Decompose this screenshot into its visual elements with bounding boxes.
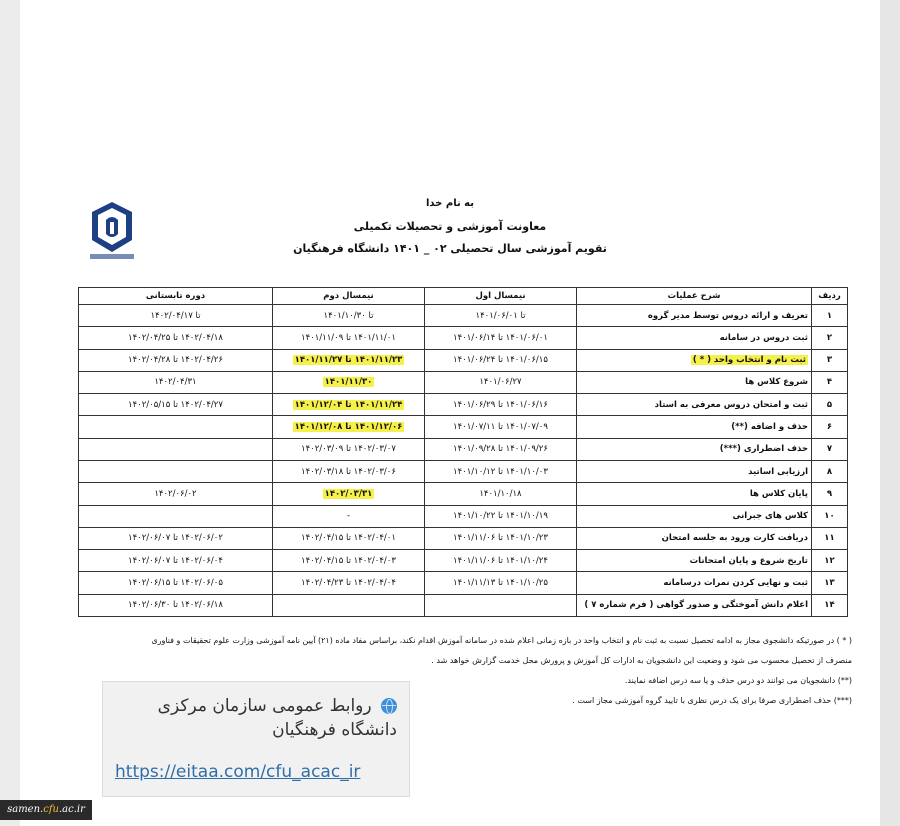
table-row [79, 394, 848, 416]
table-row [79, 371, 848, 393]
row-summer: ۱۴۰۲/۰۴/۲۷ تا ۱۴۰۲/۰۵/۱۵ [79, 394, 273, 416]
row-sem1: ۱۴۰۱/۱۰/۱۹ تا ۱۴۰۱/۱۰/۲۲ [425, 505, 577, 527]
table-row [79, 416, 848, 438]
row-summer: ۱۴۰۲/۰۴/۱۸ تا ۱۴۰۲/۰۴/۲۵ [79, 327, 273, 349]
table-row [79, 527, 848, 549]
row-summer: ۱۴۰۲/۰۶/۰۵ تا ۱۴۰۲/۰۶/۱۵ [79, 572, 273, 594]
row-desc: حذف و اضافه (**) [577, 416, 812, 438]
col-header-no: ردیف [812, 288, 848, 305]
row-sem2 [273, 594, 425, 616]
row-desc: پایان کلاس ها [577, 483, 812, 505]
row-no: ۲ [812, 327, 848, 349]
row-sem2 [273, 394, 425, 416]
row-sem2: ۱۴۰۲/۰۴/۰۳ تا ۱۴۰۲/۰۴/۱۵ [273, 550, 425, 572]
row-sem1: ۱۴۰۱/۰۶/۱۶ تا ۱۴۰۱/۰۶/۲۹ [425, 394, 577, 416]
highlighted-text: ۱۴۰۱/۱۲/۰۶ تا ۱۴۰۱/۱۲/۰۸ [294, 422, 403, 433]
row-sem1: ۱۴۰۱/۱۰/۲۵ تا ۱۴۰۱/۱۱/۱۳ [425, 572, 577, 594]
row-summer: ۱۴۰۲/۰۶/۰۴ تا ۱۴۰۲/۰۶/۰۷ [79, 550, 273, 572]
highlighted-text: ۱۴۰۱/۱۱/۲۴ تا ۱۴۰۱/۱۲/۰۴ [294, 399, 403, 410]
row-sem2 [273, 483, 425, 505]
row-sem2: - [273, 505, 425, 527]
row-no: ۱۴ [812, 594, 848, 616]
row-no: ۴ [812, 371, 848, 393]
row-no: ۳ [812, 349, 848, 371]
globe-icon [381, 698, 397, 714]
row-summer: ۱۴۰۲/۰۴/۲۶ تا ۱۴۰۲/۰۴/۲۸ [79, 349, 273, 371]
row-sem2 [273, 371, 425, 393]
row-summer [79, 416, 273, 438]
col-header-sem2: نیمسال دوم [273, 288, 425, 305]
watermark-suffix: .ac.ir [58, 804, 85, 815]
watermark [0, 800, 92, 820]
row-no: ۹ [812, 483, 848, 505]
channel-info-box [102, 681, 410, 797]
watermark-mid: cfu [43, 804, 59, 815]
row-sem2: ۱۴۰۲/۰۳/۰۷ تا ۱۴۰۲/۰۳/۰۹ [273, 438, 425, 460]
table-row [79, 460, 848, 482]
row-summer: ۱۴۰۲/۰۶/۰۲ تا ۱۴۰۲/۰۶/۰۷ [79, 527, 273, 549]
row-summer [79, 460, 273, 482]
row-sem1: تا ۱۴۰۱/۰۶/۰۱ [425, 305, 577, 327]
row-sem1: ۱۴۰۱/۰۹/۲۶ تا ۱۴۰۱/۰۹/۲۸ [425, 438, 577, 460]
row-desc: ارزیابی اساتید [577, 460, 812, 482]
row-sem2: ۱۴۰۲/۰۴/۰۴ تا ۱۴۰۲/۰۴/۲۳ [273, 572, 425, 594]
row-summer [79, 505, 273, 527]
row-sem1: ۱۴۰۱/۰۶/۰۱ تا ۱۴۰۱/۰۶/۱۴ [425, 327, 577, 349]
row-sem2: ۱۴۰۲/۰۴/۰۱ تا ۱۴۰۲/۰۴/۱۵ [273, 527, 425, 549]
row-sem2: ۱۴۰۱/۱۱/۰۱ تا ۱۴۰۱/۱۱/۰۹ [273, 327, 425, 349]
row-no: ۱ [812, 305, 848, 327]
table-row [79, 483, 848, 505]
col-header-summer: دوره تابستانی [79, 288, 273, 305]
table-row [79, 438, 848, 460]
row-desc: کلاس های جبرانی [577, 505, 812, 527]
row-sem1 [425, 594, 577, 616]
row-desc: ثبت و نهایی کردن نمرات درسامانه [577, 572, 812, 594]
table-row [79, 327, 848, 349]
footnote-1: ( * ) در صورتیکه دانشجوی مجاز به ادامه تحصیل نسبت به ثبت نام و انتخاب واحد در بازه زمانی اعلام شده در سامانه آموزش اقدام نکند، براساس مفاد ماده (۲۱) آیین نامه آموزشی وزارت علوم تحقیقات و فناوری [151, 636, 852, 645]
row-no: ۱۲ [812, 550, 848, 572]
highlighted-text: ثبت نام و انتخاب واحد ( * ) [692, 355, 806, 366]
row-desc: تعریف و ارائه دروس توسط مدیر گروه [577, 305, 812, 327]
table-row [79, 349, 848, 371]
row-sem1: ۱۴۰۱/۱۰/۲۴ تا ۱۴۰۱/۱۱/۰۶ [425, 550, 577, 572]
row-sem1: ۱۴۰۱/۱۰/۰۳ تا ۱۴۰۱/۱۰/۱۲ [425, 460, 577, 482]
header-line-3: تقویم آموزشی سال تحصیلی ۰۲ _ ۱۴۰۱ دانشگاه فرهنگیان [293, 242, 607, 255]
row-summer: ۱۴۰۲/۰۴/۳۱ [79, 371, 273, 393]
row-desc [577, 349, 812, 371]
row-no: ۷ [812, 438, 848, 460]
document-sheet [20, 0, 880, 826]
table-row [79, 305, 848, 327]
row-no: ۸ [812, 460, 848, 482]
academic-calendar-table [78, 287, 848, 617]
table-row [79, 505, 848, 527]
highlighted-text: ۱۴۰۱/۱۱/۲۳ تا ۱۴۰۱/۱۱/۲۷ [294, 355, 403, 366]
row-sem2 [273, 349, 425, 371]
row-desc: ثبت و امتحان دروس معرفی به استاد [577, 394, 812, 416]
row-sem2: تا ۱۴۰۱/۱۰/۳۰ [273, 305, 425, 327]
row-desc: دریافت کارت ورود به جلسه امتحان [577, 527, 812, 549]
table-row [79, 572, 848, 594]
header-line-2: معاونت آموزشی و تحصیلات تکمیلی [353, 220, 547, 233]
row-summer: تا ۱۴۰۲/۰۴/۱۷ [79, 305, 273, 327]
channel-title-text: روابط عمومی سازمان مرکزی دانشگاه فرهنگیان [157, 696, 397, 740]
row-desc: شروع کلاس ها [577, 371, 812, 393]
row-desc: اعلام دانش آموختگی و صدور گواهی ( فرم شماره ۷ ) [577, 594, 812, 616]
row-sem1: ۱۴۰۱/۱۰/۲۳ تا ۱۴۰۱/۱۱/۰۶ [425, 527, 577, 549]
table-row [79, 550, 848, 572]
row-sem2 [273, 416, 425, 438]
header-line-1: به نام خدا [425, 198, 475, 209]
row-sem1: ۱۴۰۱/۰۶/۲۷ [425, 371, 577, 393]
row-no: ۱۰ [812, 505, 848, 527]
col-header-sem1: نیمسال اول [425, 288, 577, 305]
row-sem1: ۱۴۰۱/۰۷/۰۹ تا ۱۴۰۱/۰۷/۱۱ [425, 416, 577, 438]
row-desc: حذف اضطراری (***) [577, 438, 812, 460]
highlighted-text: ۱۴۰۱/۱۱/۳۰ [324, 377, 373, 388]
row-desc: ثبت دروس در سامانه [577, 327, 812, 349]
footnote-4: (***) حذف اضطراری صرفا برای یک درس نظری با تایید گروه آموزشی مجاز است . [572, 696, 852, 705]
row-no: ۵ [812, 394, 848, 416]
channel-title [117, 694, 397, 742]
row-desc: تاریخ شروع و پایان امتحانات [577, 550, 812, 572]
row-no: ۱۱ [812, 527, 848, 549]
table-header-row [79, 288, 848, 305]
footnote-3: (**) دانشجویان می توانند دو درس حذف و یا سه درس اضافه نمایند. [624, 676, 852, 685]
channel-link[interactable]: https://eitaa.com/cfu_acac_ir [115, 762, 361, 782]
footnote-2: منصرف از تحصیل محسوب می شود و وضعیت این دانشجویان به ادارات کل آموزش و پرورش محل خدمت گزارش خواهد شد . [431, 656, 852, 665]
row-sem2: ۱۴۰۲/۰۳/۰۶ تا ۱۴۰۲/۰۳/۱۸ [273, 460, 425, 482]
row-no: ۱۳ [812, 572, 848, 594]
row-sem1: ۱۴۰۱/۰۶/۱۵ تا ۱۴۰۱/۰۶/۲۴ [425, 349, 577, 371]
row-summer [79, 438, 273, 460]
watermark-prefix: samen. [7, 804, 44, 815]
col-header-desc: شرح عملیات [577, 288, 812, 305]
highlighted-text: ۱۴۰۲/۰۳/۳۱ [324, 488, 373, 499]
row-summer: ۱۴۰۲/۰۶/۰۲ [79, 483, 273, 505]
table-row [79, 594, 848, 616]
right-margin [880, 0, 900, 826]
row-no: ۶ [812, 416, 848, 438]
row-summer: ۱۴۰۲/۰۶/۱۸ تا ۱۴۰۲/۰۶/۳۰ [79, 594, 273, 616]
row-sem1: ۱۴۰۱/۱۰/۱۸ [425, 483, 577, 505]
